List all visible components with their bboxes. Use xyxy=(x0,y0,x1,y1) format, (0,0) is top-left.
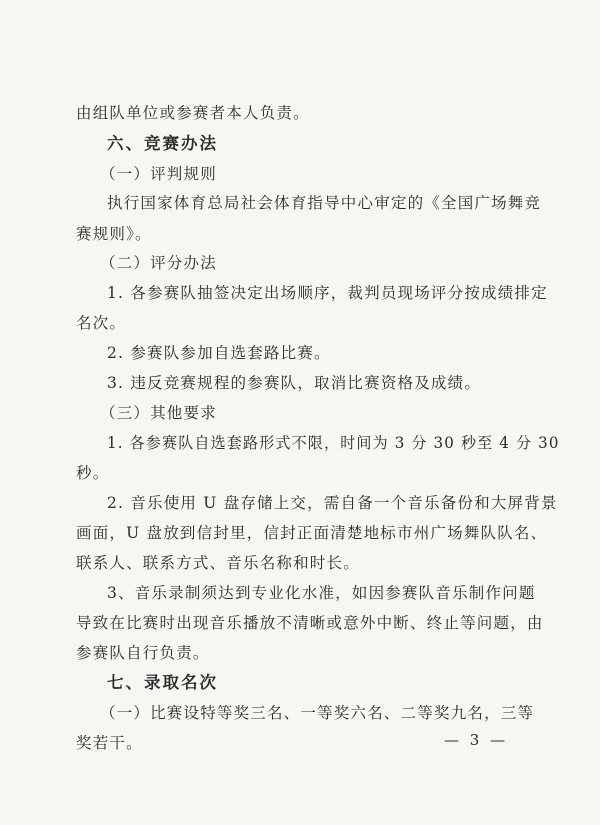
subsection-heading-other-requirements: （三）其他要求 xyxy=(100,404,217,422)
paragraph-line: 2. 参赛队参加自选套路比赛。 xyxy=(107,344,331,362)
paragraph-line: 秒。 xyxy=(76,464,110,482)
page-number: — 3 — xyxy=(444,731,509,749)
paragraph-line: 1. 各参赛队抽签决定出场顺序，裁判员现场评分按成绩排定 xyxy=(107,284,548,302)
paragraph-line: 3. 违反竞赛规程的参赛队，取消比赛资格及成绩。 xyxy=(107,374,482,392)
paragraph-line: 联系人、联系方式、音乐名称和时长。 xyxy=(76,554,360,572)
paragraph-line: 1. 各参赛队自选套路形式不限，时间为 3 分 30 秒至 4 分 30 xyxy=(107,434,560,452)
section-heading-admission-rankings: 七、录取名次 xyxy=(107,673,218,692)
paragraph-line: 2. 音乐使用 U 盘存储上交，需自备一个音乐备份和大屏背景 xyxy=(107,494,558,512)
paragraph-line: 名次。 xyxy=(76,314,127,332)
paragraph-line: 画面，U 盘放到信封里，信封正面清楚地标市州广场舞队队名、 xyxy=(76,524,548,542)
subsection-heading-scoring-method: （二）评分办法 xyxy=(100,254,217,272)
paragraph-line: （一）比赛设特等奖三名、一等奖六名、二等奖九名，三等 xyxy=(100,704,535,722)
paragraph-line: 奖若干。 xyxy=(76,734,143,752)
paragraph-line: 赛规则》。 xyxy=(76,225,152,243)
paragraph-line: 导致在比赛时出现音乐播放不清晰或意外中断、终止等问题，由 xyxy=(76,614,544,632)
paragraph-line: 参赛队自行负责。 xyxy=(76,644,210,662)
subsection-heading-judging-rules: （一）评判规则 xyxy=(100,165,217,183)
paragraph-line: 3、音乐录制须达到专业化水准，如因参赛队音乐制作问题 xyxy=(107,584,536,602)
section-heading-competition-method: 六、竞赛办法 xyxy=(107,134,218,153)
paragraph-line: 执行国家体育总局社会体育指导中心审定的《全国广场舞竞 xyxy=(107,194,542,212)
text-line-continuation: 由组队单位或参赛者本人负责。 xyxy=(76,104,310,122)
